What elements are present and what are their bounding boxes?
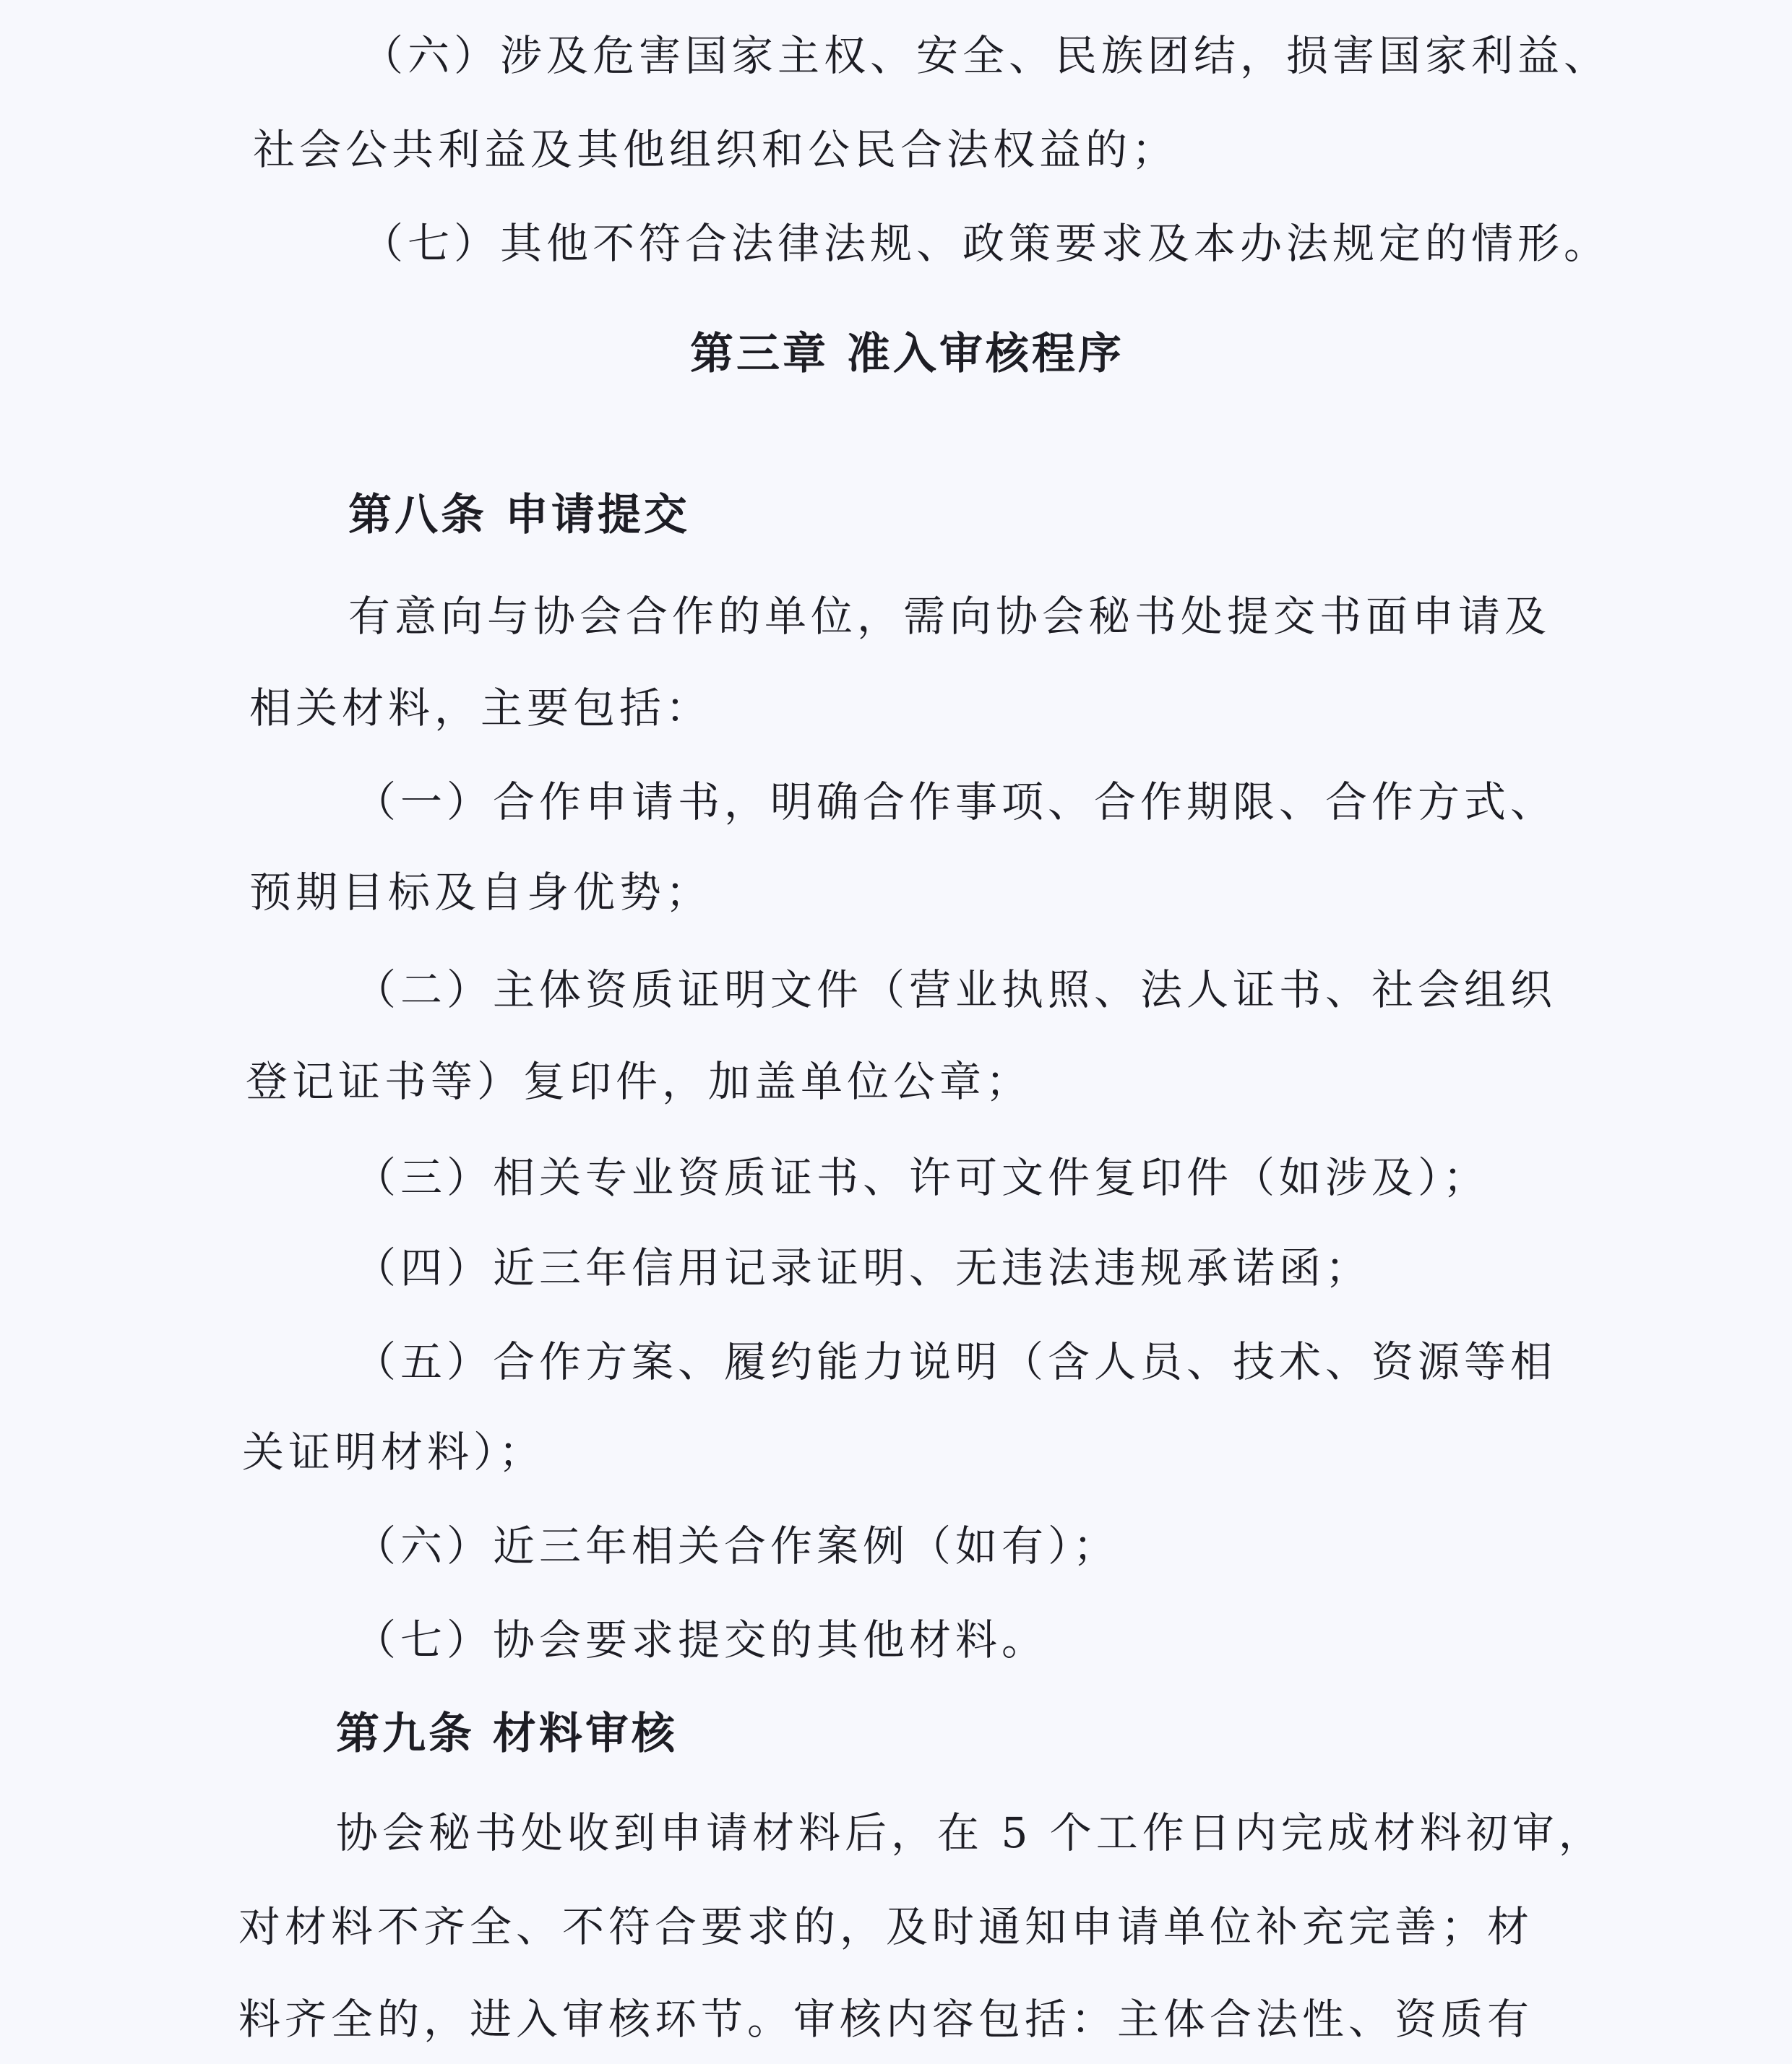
- material-1-line-1: （一）合作申请书，明确合作事项、合作期限、合作方式、: [354, 777, 1557, 826]
- material-5-line-1: （五）合作方案、履约能力说明（含人员、技术、资源等相: [354, 1337, 1557, 1386]
- article-9-line-2: 对材料不齐全、不符合要求的，及时通知申请单位补充完善；材: [238, 1902, 1534, 1951]
- chapter-title: 第三章 准入审核程序: [690, 329, 1124, 379]
- material-5-line-2: 关证明材料）；: [242, 1428, 546, 1477]
- material-7-line: （七）协会要求提交的其他材料。: [354, 1615, 1048, 1664]
- item-6-line-2: 社会公共利益及其他组织和公民合法权益的；: [253, 125, 1179, 174]
- article-8-intro-line-2: 相关材料，主要包括：: [249, 683, 712, 733]
- article-8-title: 第八条 申请提交: [348, 490, 690, 540]
- article-9-line-1: 协会秘书处收到申请材料后，在 5 个工作日内完成材料初审，: [336, 1808, 1605, 1857]
- material-4-line: （四）近三年信用记录证明、无违法违规承诺函；: [354, 1243, 1372, 1292]
- article-9-title: 第九条 材料审核: [336, 1709, 678, 1759]
- material-3-line: （三）相关专业资质证书、许可文件复印件（如涉及）；: [354, 1153, 1490, 1202]
- article-8-intro-line-1: 有意向与协会合作的单位，需向协会秘书处提交书面申请及: [348, 592, 1551, 641]
- article-9-line-3: 料齐全的，进入审核环节。审核内容包括：主体合法性、资质有: [238, 1995, 1534, 2044]
- item-6-line-1: （六）涉及危害国家主权、安全、民族团结，损害国家利益、: [361, 31, 1611, 80]
- material-2-line-2: 登记证书等）复印件，加盖单位公章；: [246, 1057, 1033, 1106]
- material-6-line: （六）近三年相关合作案例（如有）；: [354, 1521, 1120, 1571]
- item-7-line: （七）其他不符合法律法规、政策要求及本办法规定的情形。: [361, 219, 1611, 268]
- material-1-line-2: 预期目标及自身优势；: [249, 868, 712, 917]
- material-2-line-1: （二）主体资质证明文件（营业执照、法人证书、社会组织: [354, 965, 1557, 1014]
